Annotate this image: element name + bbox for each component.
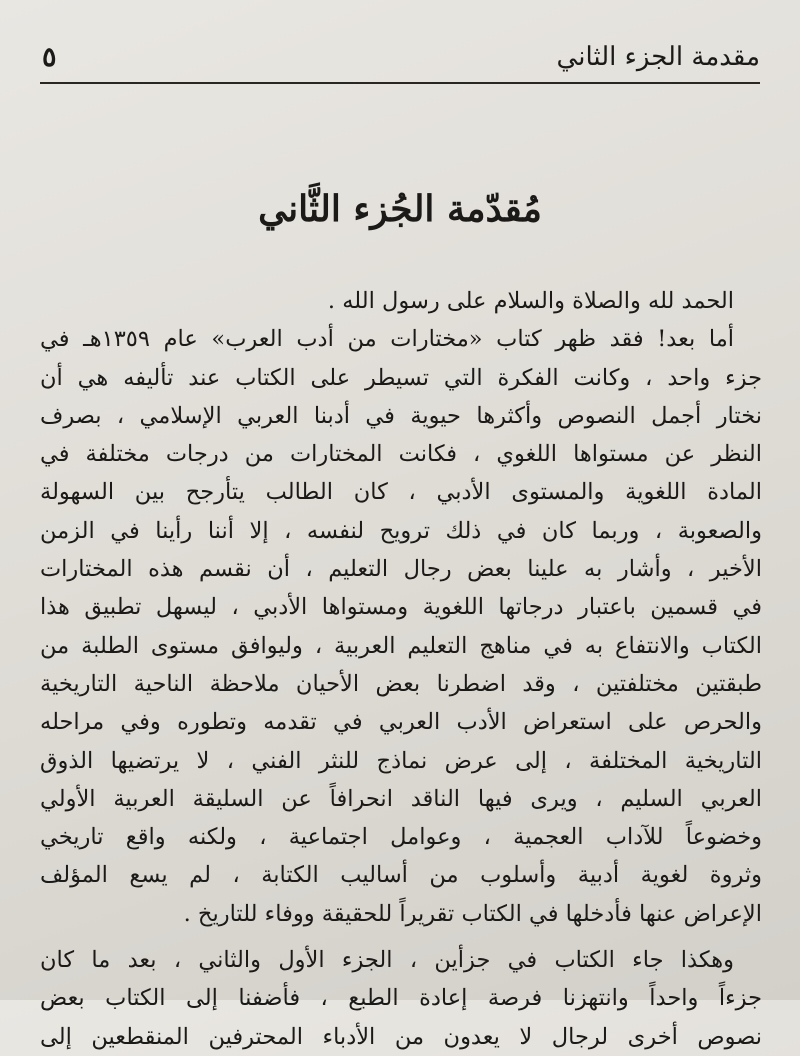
running-header: [40, 36, 760, 84]
paragraph-gap: [40, 933, 762, 941]
text-line: جزءاً واحداً وانتهزنا فرصة إعادة الطبع ، فأضفنا إلى الكتاب بعض: [40, 985, 762, 1012]
text-line: الكتاب والانتفاع به في مناهج التعليم العربية ، وليوافق مستوى الطلبة من: [40, 632, 762, 659]
text-line: جزء واحد ، وكانت الفكرة التي تسيطر على الكتاب عند تأليفه هي أن: [40, 364, 762, 391]
text-line: في قسمين باعتبار درجاتها اللغوية ومستواها الأدبي ، ليسهل تطبيق هذا: [40, 594, 762, 621]
body-text: [40, 282, 762, 1056]
text-line: نصوص أخرى لرجال لا يعدون من الأدباء المحترفين المنقطعين إلى: [40, 1023, 762, 1050]
text-line: وخضوعاً للآداب العجمية ، وعوامل اجتماعية ، ولكنه واقع تاريخي: [40, 824, 762, 851]
text-line: طبقتين مختلفتين ، وقد اضطرنا بعض الأحيان ملاحظة الناحية التاريخية: [40, 670, 762, 697]
text-line: وثروة لغوية أدبية وأسلوب من أساليب الكتابة ، لم يسع المؤلف: [40, 862, 762, 889]
text-line: العربي السليم ، ويرى فيها الناقد انحرافاً عن السليقة العربية الأولي: [40, 785, 762, 812]
text-line: الإعراض عنها فأدخلها في الكتاب تقريراً للحقيقة ووفاء للتاريخ .: [183, 900, 762, 927]
chapter-title: مُقدّمة الجُزء الثَّاني: [258, 188, 542, 230]
text-line: أما بعد! فقد ظهر كتاب «مختارات من أدب العرب» عام ١٣٥٩هـ في: [40, 326, 735, 353]
text-line: التاريخية المختلفة ، إلى عرض نماذج للنثر الفني ، لا يرتضيها الذوق: [40, 747, 762, 774]
text-line: المادة اللغوية والمستوى الأدبي ، كان الطالب يتأرجح بين السهولة: [40, 479, 762, 506]
text-line: الحمد لله والصلاة والسلام على رسول الله .: [327, 288, 734, 314]
running-title: مقدمة الجزء الثاني: [556, 42, 760, 72]
page-number: ٥: [42, 42, 57, 73]
text-line: والصعوبة ، وربما كان في ذلك ترويح لنفسه ، إلا أننا رأينا في الزمن: [40, 517, 762, 544]
text-line: والحرص على استعراض الأدب العربي في تقدمه وتطوره وفي مراحله: [40, 709, 762, 736]
text-line: الأخير ، وأشار به علينا بعض رجال التعليم ، أن نقسم هذه المختارات: [40, 556, 762, 583]
text-line: نختار أجمل النصوص وأكثرها حيوية في أدبنا العربي الإسلامي ، بصرف: [40, 402, 762, 429]
text-line: النظر عن مستواها اللغوي ، فكانت المختارات من درجات مختلفة في: [40, 441, 762, 468]
text-line: وهكذا جاء الكتاب في جزأين ، الجزء الأول والثاني ، بعد ما كان: [40, 947, 734, 974]
